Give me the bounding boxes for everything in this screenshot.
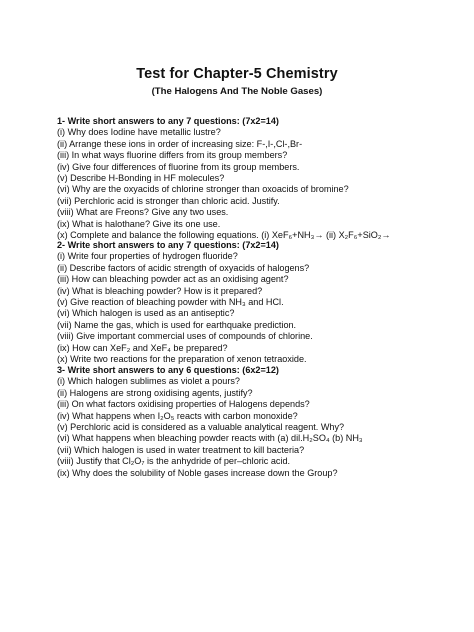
question-item: (ix) Why does the solubility of Noble gases increase down the Group? — [57, 467, 338, 478]
question-item: (iii) In what ways fluorine differs from its group members? — [57, 150, 288, 161]
question-item: (ii) Describe factors of acidic strength of oxyacids of halogens? — [57, 262, 310, 273]
section-heading: 1- Write short answers to any 7 questions: (7x2=14) — [57, 116, 279, 126]
question-item: (i) Write four properties of hydrogen fluoride? — [57, 251, 238, 262]
question-item: (iii) How can bleaching powder act as an oxidising agent? — [57, 274, 289, 285]
question-item: (i) Which halogen sublimes as violet a pours? — [57, 376, 240, 387]
section-2 — [57, 240, 457, 365]
section-heading: 3- Write short answers to any 6 questions: (6x2=12) — [57, 365, 279, 375]
question-item: (iv) What happens when I₂O₅ reacts with carbon monoxide? — [57, 410, 298, 421]
question-item: (ix) What is halothane? Give its one use. — [57, 218, 221, 229]
question-item: (vi) Which halogen is used as an antiseptic? — [57, 308, 235, 319]
question-item: (viii) Justify that Cl₂O₇ is the anhydride of per–chloric acid. — [57, 456, 291, 467]
question-item: (vii) Perchloric acid is stronger than chloric acid. Justify. — [57, 195, 280, 206]
question-item: (vi) Why are the oxyacids of chlorine stronger than oxoacids of bromine? — [57, 184, 349, 195]
question-item: (vii) Which halogen is used in water treatment to kill bacteria? — [57, 444, 305, 455]
section-3 — [57, 365, 457, 479]
question-item: (x) Write two reactions for the preparation of xenon tetraoxide. — [57, 354, 307, 365]
question-item: (v) Perchloric acid is considered as a valuable analytical reagent. Why? — [57, 422, 345, 433]
question-item: (ix) How can XeF₂ and XeF₄ be prepared? — [57, 342, 228, 353]
question-item: (i) Why does Iodine have metallic lustre? — [57, 127, 221, 138]
question-item: (x) Complete and balance the following equations. (i) XeF₆+NH₃→ (ii) X₂F₆+SiO₂→ — [57, 230, 391, 241]
page-title: Test for Chapter-5 Chemistry — [136, 66, 338, 82]
question-item: (viii) Give important commercial uses of compounds of chlorine. — [57, 331, 313, 342]
question-item: (iv) Give four differences of fluorine from its group members. — [57, 161, 300, 172]
page-subtitle: (The Halogens And The Noble Gases) — [151, 86, 323, 97]
question-item: (iv) What is bleaching powder? How is it prepared? — [57, 285, 263, 296]
question-item: (v) Describe H-Bonding in HF molecules? — [57, 173, 225, 184]
question-item: (v) Give reaction of bleaching powder with NH₃ and HCl. — [57, 297, 284, 308]
question-item: (vii) Name the gas, which is used for earthquake prediction. — [57, 319, 297, 330]
question-item: (ii) Arrange these ions in order of increasing size: F-,I-,Cl-,Br- — [57, 138, 303, 149]
question-item: (vi) What happens when bleaching powder reacts with (a) dil.H₂SO₄ (b) NH₃ — [57, 433, 363, 444]
section-1 — [57, 116, 457, 241]
section-heading: 2- Write short answers to any 7 questions: (7x2=14) — [57, 240, 279, 250]
question-item: (viii) What are Freons? Give any two uses. — [57, 207, 229, 218]
question-item: (iii) On what factors oxidising properties of Halogens depends? — [57, 399, 310, 410]
question-item: (ii) Halogens are strong oxidising agents, justify? — [57, 387, 253, 398]
